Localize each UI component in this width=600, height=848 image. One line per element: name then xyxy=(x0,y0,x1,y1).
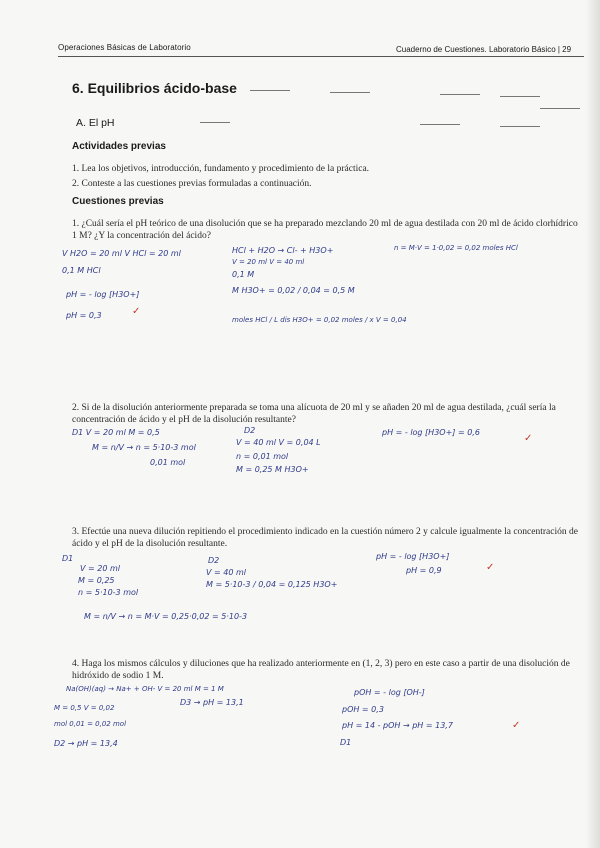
check-mark-3: ✓ xyxy=(486,562,495,573)
scan-edge-shadow xyxy=(586,0,600,848)
answer-3d: M = n/V → n = M·V = 0,25·0,02 = 5·10-3 xyxy=(84,612,248,621)
title-rule-1 xyxy=(250,90,290,91)
cuestiones-title: Cuestiones previas xyxy=(72,196,164,207)
sub-rule-3 xyxy=(500,126,540,127)
answer-1-line-1: V H2O = 20 ml V HCl = 20 ml xyxy=(62,249,181,258)
answer-4b-line-3: pH = 14 - pOH → pH = 13,7 xyxy=(342,721,453,730)
check-mark-2: ✓ xyxy=(524,433,533,444)
answer-3b-line-3: M = 5·10-3 / 0,04 = 0,125 H3O+ xyxy=(206,580,338,589)
answer-3-line-4: n = 5·10-3 mol xyxy=(78,588,139,597)
answer-2-line-2: M = n/V → n = 5·10-3 mol xyxy=(92,443,196,452)
answer-4-line-1: Na(OH)(aq) → Na+ + OH- V = 20 ml M = 1 M xyxy=(66,685,224,693)
check-mark-1: ✓ xyxy=(132,306,141,317)
answer-2-line-1: D1 V = 20 ml M = 0,5 xyxy=(72,428,160,437)
question-4: 4. Haga los mismos cálculos y diluciones que ha realizado anteriormente en (1, 2, 3) pero en este caso a partir de una disolución de hidróxido de sodio 1 M. xyxy=(72,659,570,681)
sub-rule-2 xyxy=(420,124,460,125)
answer-4-line-2: D3 → pH = 13,1 xyxy=(180,698,244,707)
header-rule xyxy=(58,56,584,57)
title-rule-2 xyxy=(330,92,370,93)
question-2: 2. Si de la disolución anteriormente preparada se toma una alícuota de 20 ml y se añaden 20 ml de agua destilada, ¿cuál sería la concentración de ácido y el pH de la disolución resultante? xyxy=(72,403,556,425)
header-right: Cuaderno de Cuestiones. Laboratorio Básico | 29 xyxy=(396,45,572,54)
answer-3-line-2: V = 20 ml xyxy=(80,564,120,573)
question-1: 1. ¿Cuál sería el pH teórico de una disolución que se ha preparado mezclando 20 ml de agua destilada con 20 ml de ácido clorhídrico 1 M? ¿Y la concentración del ácido? xyxy=(72,219,578,241)
sub-rule-4 xyxy=(540,108,580,109)
answer-1b-line-4: M H3O+ = 0,02 / 0,04 = 0,5 M xyxy=(232,286,355,295)
actividad-item-2: 2. Conteste a las cuestiones previas formuladas a continuación. xyxy=(72,179,312,189)
actividades-title: Actividades previas xyxy=(72,141,166,152)
answer-1-line-3: pH = - log [H3O+] xyxy=(66,290,140,299)
answer-2b-line-1: D2 xyxy=(244,426,256,435)
sub-rule-1 xyxy=(200,122,230,123)
answer-4-line-4: mol 0,01 = 0,02 mol xyxy=(54,720,127,728)
section-title: 6. Equilibrios ácido-base xyxy=(72,80,237,96)
answer-4b-line-2: pOH = 0,3 xyxy=(342,705,384,714)
title-rule-3 xyxy=(440,94,480,95)
answer-1-line-2: 0,1 M HCl xyxy=(62,266,101,275)
answer-1c: n = M·V = 1·0,02 = 0,02 moles HCl xyxy=(394,244,518,252)
answer-3b-line-2: V = 40 ml xyxy=(206,568,246,577)
answer-1b-line-3: 0,1 M xyxy=(232,270,255,279)
answer-4b-line-4: D1 xyxy=(340,738,352,747)
title-rule-4 xyxy=(500,96,540,97)
subsection-title: A. El pH xyxy=(76,117,115,129)
answer-3b-line-1: D2 xyxy=(208,556,220,565)
answer-2b-line-3: n = 0,01 mol xyxy=(236,452,289,461)
answer-4-line-3: M = 0,5 V = 0,02 xyxy=(54,704,115,712)
actividad-item-1: 1. Lea los objetivos, introducción, fundamento y procedimiento de la práctica. xyxy=(72,164,370,174)
answer-2b-line-2: V = 40 ml V = 0,04 L xyxy=(236,438,321,447)
answer-2b-line-4: M = 0,25 M H3O+ xyxy=(236,465,309,474)
answer-4-line-5: D2 → pH = 13,4 xyxy=(54,739,118,748)
answer-1-line-4: pH = 0,3 xyxy=(66,311,102,320)
answer-2c: pH = - log [H3O+] = 0,6 xyxy=(382,428,480,437)
answer-4b-line-1: pOH = - log [OH-] xyxy=(354,688,425,697)
check-mark-4: ✓ xyxy=(512,720,521,731)
answer-1b-line-5: moles HCl / L dis H3O+ = 0,02 moles / x V = 0,04 xyxy=(232,316,407,324)
question-3: 3. Efectúe una nueva dilución repitiendo el procedimiento indicado en la cuestión número 2 y calcule igualmente la concentración de ácido y el pH de la disolución resultante. xyxy=(72,527,578,549)
answer-3c-line-1: pH = - log [H3O+] xyxy=(376,552,450,561)
answer-3-line-3: M = 0,25 xyxy=(78,576,115,585)
header-left: Operaciones Básicas de Laboratorio xyxy=(58,43,191,52)
answer-2-line-3: 0,01 mol xyxy=(150,458,186,467)
answer-1b-line-1: HCl + H2O → Cl- + H3O+ xyxy=(232,246,334,255)
answer-3-line-1: D1 xyxy=(62,554,74,563)
answer-1b-line-2: V = 20 ml V = 40 ml xyxy=(232,258,305,266)
answer-3c-line-2: pH = 0,9 xyxy=(406,566,442,575)
